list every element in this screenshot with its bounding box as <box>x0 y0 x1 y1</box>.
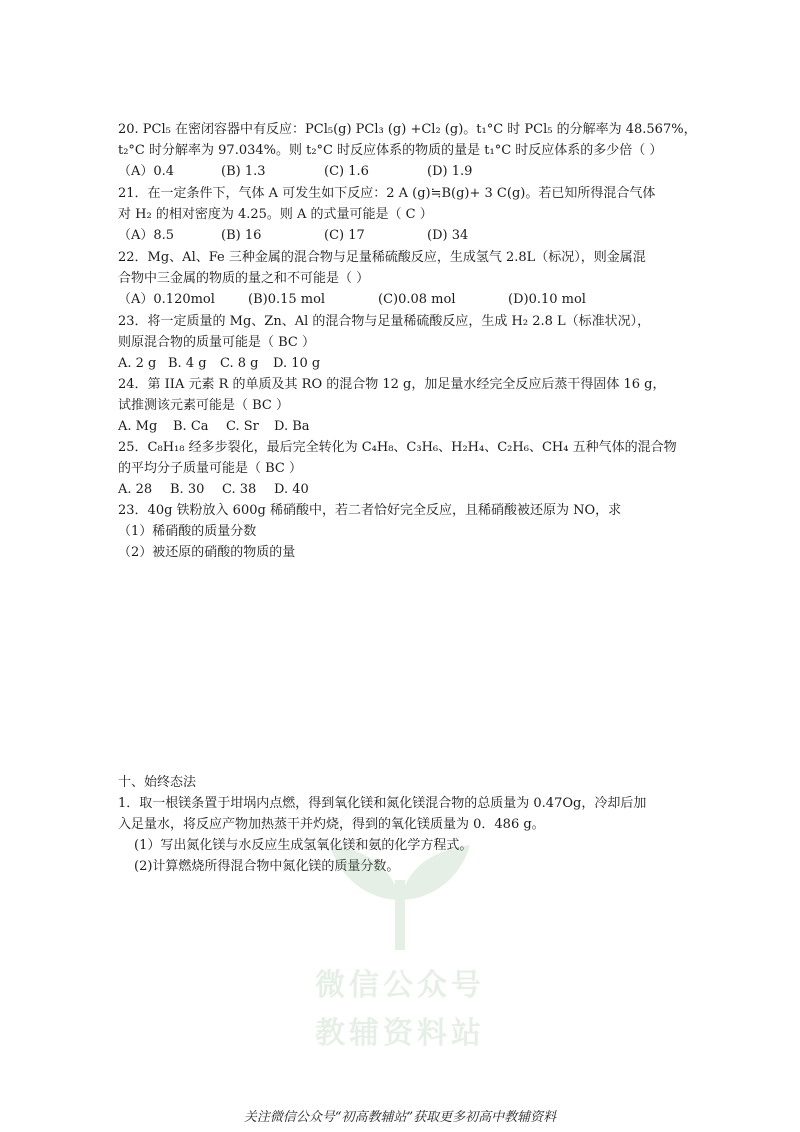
watermark-line-1: 微信公众号 <box>315 968 485 1003</box>
q24-line-1: 24．第 IIA 元素 R 的单质及其 RO 的混合物 12 g，加足量水经完全反应后蒸干得固体 16 g， <box>118 377 666 392</box>
q21-option-d: (D) 34 <box>427 228 469 243</box>
watermark <box>300 840 500 1050</box>
q20-option-c: (C) 1.6 <box>324 164 369 179</box>
q22-line-2: 合物中三金属的物质的量之和不可能是（ ） <box>118 271 370 286</box>
q23-option-b: B. 4 g <box>168 356 207 371</box>
q21-option-a: （A）8.5 <box>118 228 175 243</box>
q21-line-1: 21．在一定条件下，气体 A 可发生如下反应：2 A (g)≒B(g)+ 3 C(g)。若已知所得混合气体 <box>118 186 656 201</box>
q25-option-d: D. 40 <box>274 482 309 497</box>
q20-option-b: (B) 1.3 <box>221 164 266 179</box>
q25-option-c: C. 38 <box>222 482 257 497</box>
q21-line-2: 对 H₂ 的相对密度为 4.25。则 A 的式量可能是（ C ） <box>118 207 433 222</box>
q23-option-a: A. 2 g <box>118 356 157 371</box>
page-footer: 关注微信公众号“初高教辅站”获取更多初高中教辅资料 <box>243 1110 557 1125</box>
q21-options <box>118 226 530 246</box>
q23-options <box>118 354 333 374</box>
q23-option-c: C. 8 g <box>220 356 259 371</box>
s10-p1-line-1: 1．取一根镁条置于坩埚内点燃，得到氧化镁和氮化镁混合物的总质量为 0.47Og，冷却后加 <box>118 796 647 811</box>
q23-line-2: 则原混合物的质量可能是（ BC ） <box>118 335 316 350</box>
s10-p1-sub-1: (1）写出氮化镁与水反应生成氢氧化镁和氨的化学方程式。 <box>134 838 473 853</box>
section-10-heading: 十、始终态法 <box>118 775 197 790</box>
q20-line-1: 20. PCl₅ 在密闭容器中有反应：PCl₅(g) PCl₃ (g) +Cl₂ (g)。t₁°C 时 PCl₅ 的分解率为 48.567%， <box>118 122 697 137</box>
q24-option-b: B. Ca <box>173 419 209 434</box>
s10-p1-line-2: 入足量水，将反应产物加热蒸干并灼烧，得到的氧化镁质量为 0．486 g。 <box>118 817 545 832</box>
q25-options <box>118 480 326 500</box>
q20-line-2: t₂°C 时分解率为 97.034%。则 t₂°C 时反应体系的物质的量是 t₁°C 时反应体系的多少倍（ ） <box>118 143 663 158</box>
q25-line-1: 25．C₈H₁₈ 经多步裂化，最后完全转化为 C₄H₈、C₃H₆、H₂H₄、C₂H₆、CH₄ 五种气体的混合物 <box>118 440 677 455</box>
watermark-line-2: 教辅资料站 <box>315 1016 485 1051</box>
q22-option-c: (C)0.08 mol <box>378 292 456 307</box>
q23b-sub-1: （1）稀硝酸的质量分数 <box>118 524 257 539</box>
q21-option-b: (B) 16 <box>221 228 262 243</box>
q22-option-b: (B)0.15 mol <box>248 292 326 307</box>
q22-option-d: (D)0.10 mol <box>508 292 586 307</box>
q25-line-2: 的平均分子质量可能是（ BC ） <box>118 461 303 476</box>
q24-option-a: A. Mg <box>118 419 158 434</box>
q22-options <box>118 290 638 310</box>
q20-option-a: （A）0.4 <box>118 164 175 179</box>
q22-line-1: 22．Mg、Al、Fe 三种金属的混合物与足量稀硫酸反应，生成氢气 2.8L（标况），则金属混 <box>118 250 646 265</box>
q24-option-c: C. Sr <box>226 419 259 434</box>
q21-option-c: (C) 17 <box>324 228 365 243</box>
q24-option-d: D. Ba <box>274 419 310 434</box>
q20-option-d: (D) 1.9 <box>427 164 473 179</box>
q24-line-2: 试推测该元素可能是（ BC ） <box>118 398 290 413</box>
q23b-line-1: 23．40g 铁粉放入 600g 稀硝酸中，若二者恰好完全反应，且稀硝酸被还原为 NO，求 <box>118 503 622 518</box>
q23-option-d: D. 10 g <box>273 356 321 371</box>
q22-option-a: （A）0.120mol <box>118 292 215 307</box>
sprout-logo-icon <box>300 840 500 960</box>
q23b-sub-2: （2）被还原的硝酸的物质的量 <box>118 545 296 560</box>
q25-option-a: A. 28 <box>118 482 153 497</box>
q23-line-1: 23．将一定质量的 Mg、Zn、Al 的混合物与足量稀硫酸反应，生成 H₂ 2.8 L（标准状况）， <box>118 314 651 329</box>
s10-p1-sub-2: (2)计算燃烧所得混合物中氮化镁的质量分数。 <box>134 859 400 874</box>
q20-options <box>118 162 530 182</box>
q25-option-b: B. 30 <box>170 482 205 497</box>
q24-options <box>118 417 334 437</box>
